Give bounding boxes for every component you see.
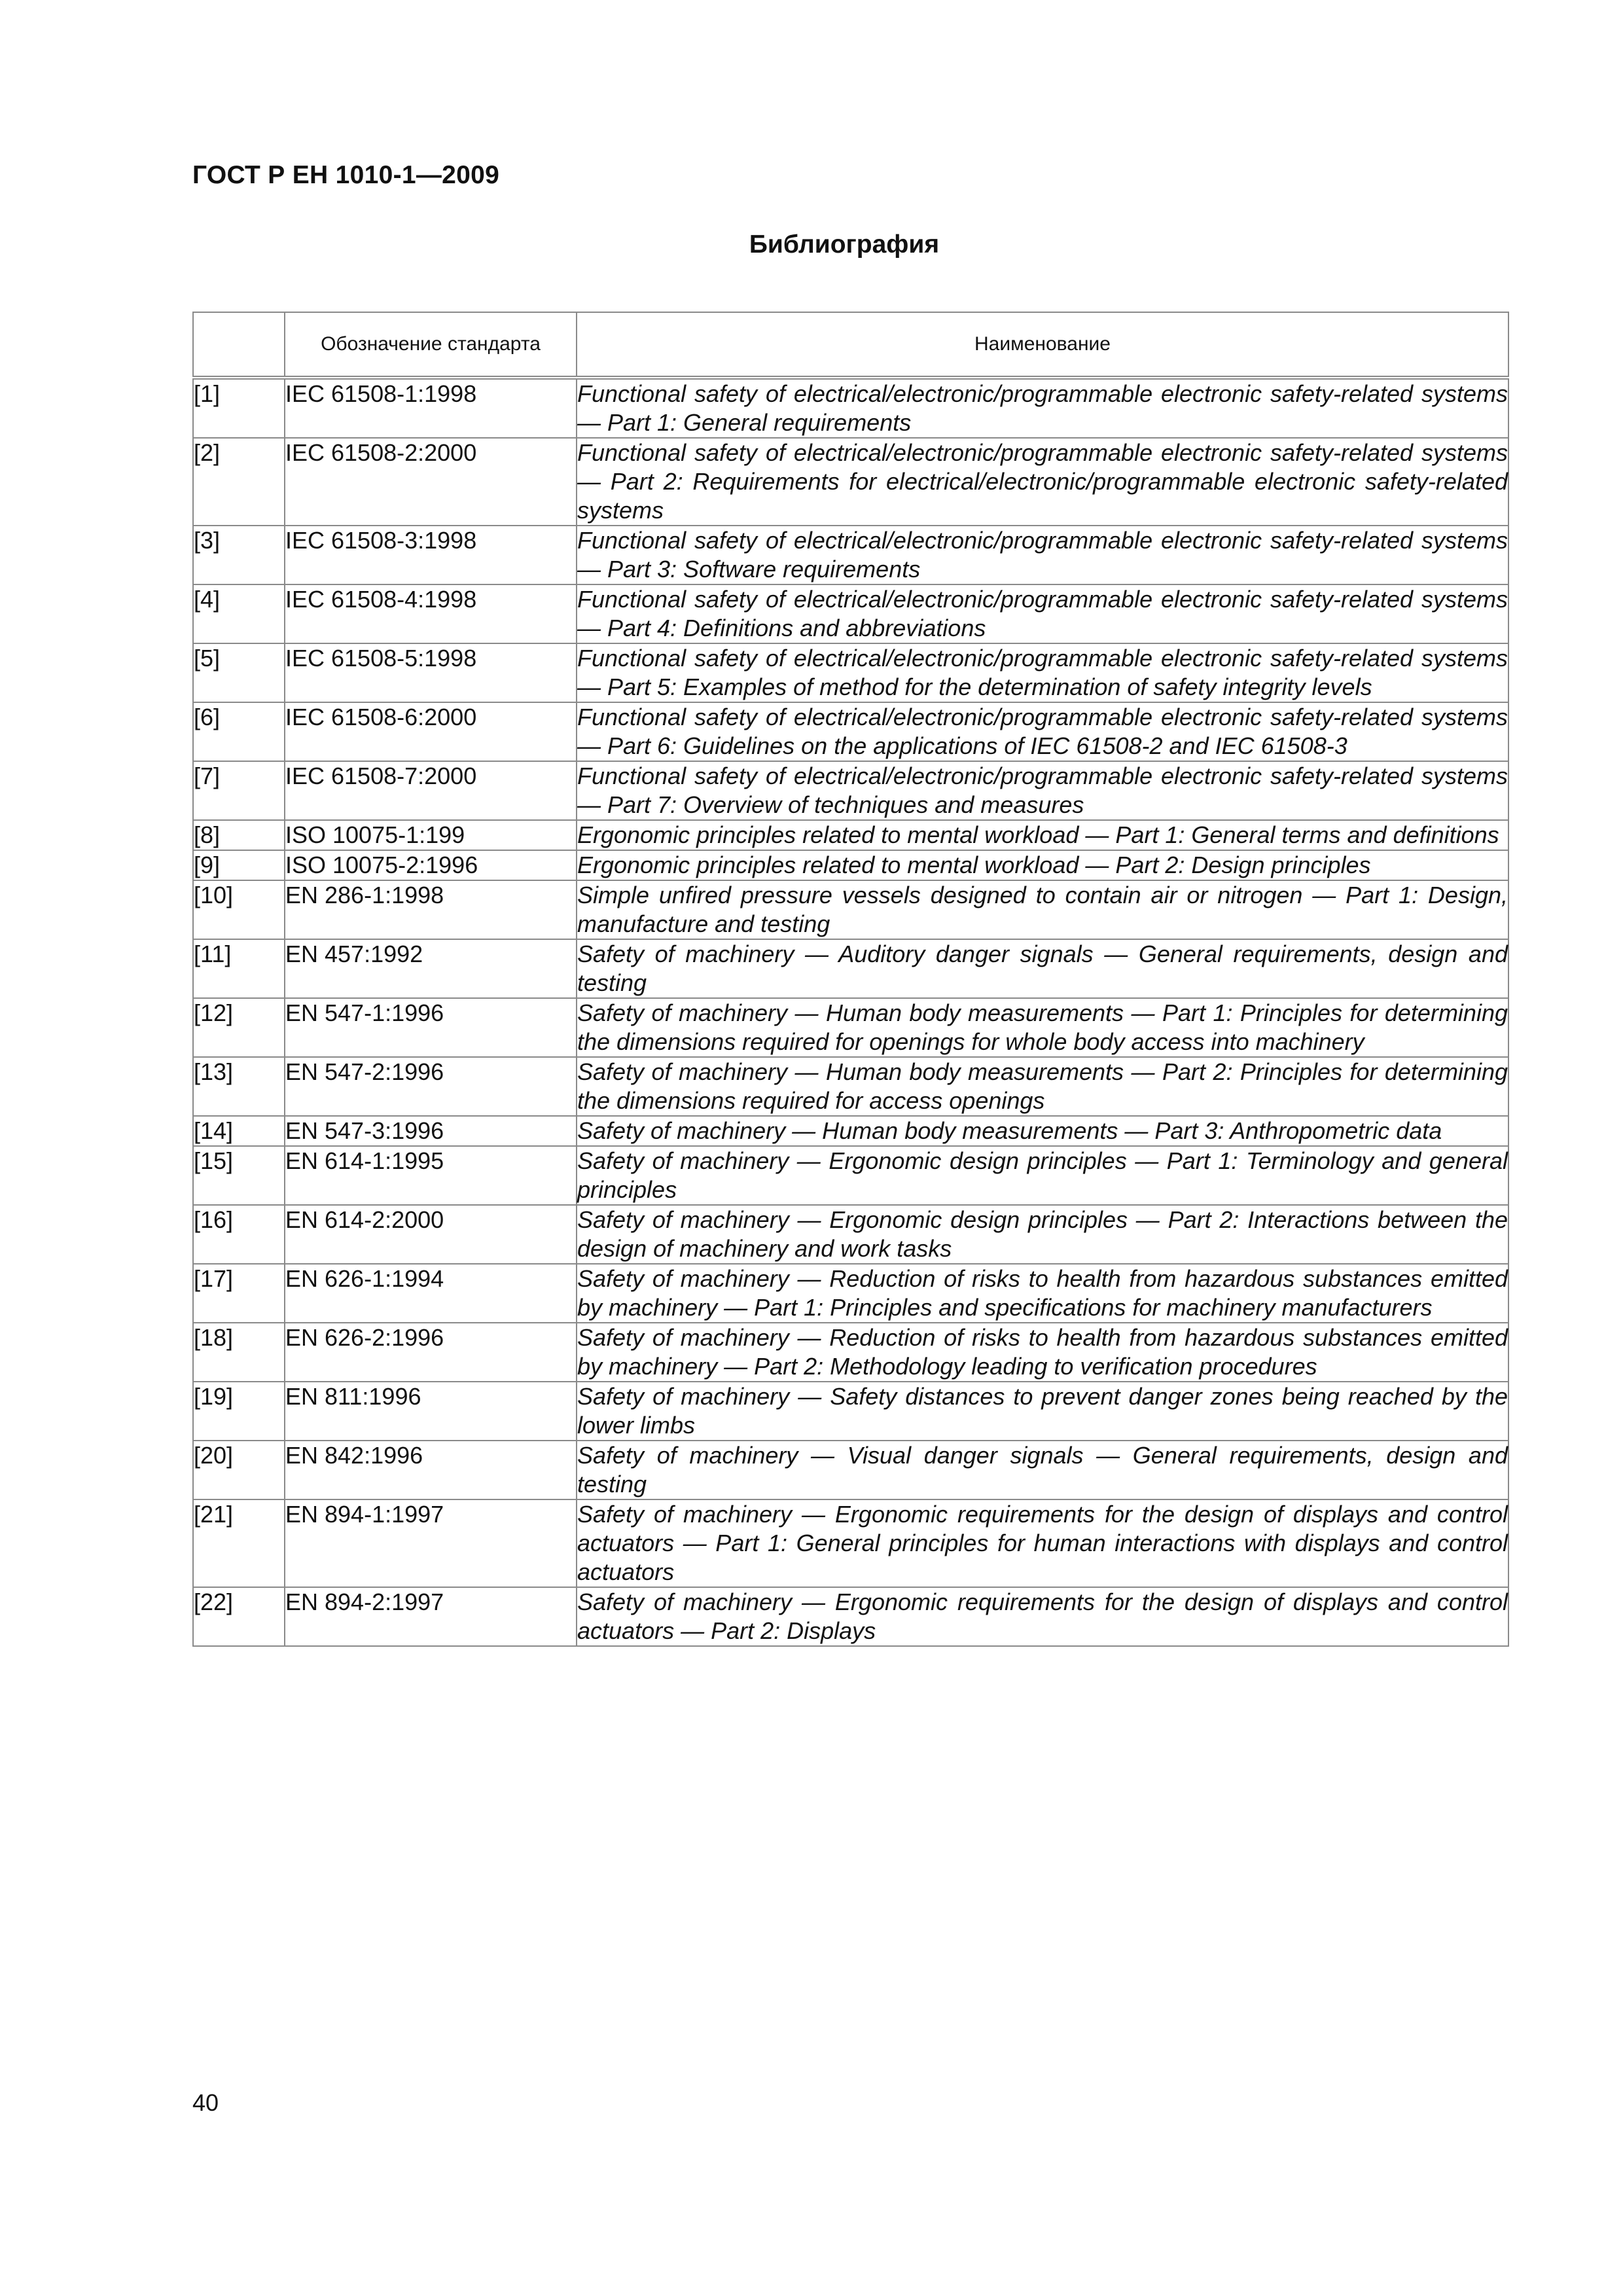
standard-code: IEC 61508-2:2000 [285,438,577,526]
standard-code: EN 842:1996 [285,1441,577,1499]
document-code: ГОСТ Р ЕН 1010-1—2009 [192,161,500,189]
row-number: [11] [193,939,285,998]
row-number: [1] [193,378,285,438]
table-row [193,850,1508,880]
standard-name: Safety of machinery — Visual danger signals — General requirements, design and testing [577,1441,1508,1499]
page-number: 40 [192,2089,219,2116]
table-row [193,526,1508,584]
standard-code: EN 457:1992 [285,939,577,998]
row-number: [22] [193,1587,285,1646]
standard-code: EN 894-1:1997 [285,1499,577,1587]
table-row [193,702,1508,761]
bibliography-table [192,312,1509,1647]
table-row [193,998,1508,1057]
standard-code: IEC 61508-7:2000 [285,761,577,820]
table-row [193,1146,1508,1205]
row-number: [4] [193,584,285,643]
standard-name: Safety of machinery — Human body measurements — Part 2: Principles for determining the dimensions required for access openings [577,1057,1508,1116]
table-row [193,1264,1508,1323]
standard-code: EN 547-2:1996 [285,1057,577,1116]
row-number: [8] [193,820,285,850]
table-row [193,939,1508,998]
row-number: [19] [193,1382,285,1441]
standard-name: Safety of machinery — Ergonomic requirements for the design of displays and control actuators — Part 1: General principles for human interactions with displays and control actuators [577,1499,1508,1587]
standard-code: IEC 61508-5:1998 [285,643,577,702]
table-row [193,438,1508,526]
standard-name: Safety of machinery — Safety distances to prevent danger zones being reached by the lower limbs [577,1382,1508,1441]
row-number: [5] [193,643,285,702]
table-header-row [193,312,1508,378]
table-row [193,1499,1508,1587]
standard-code: EN 614-2:2000 [285,1205,577,1264]
row-number: [6] [193,702,285,761]
standard-code: IEC 61508-3:1998 [285,526,577,584]
standard-code: ISO 10075-1:199 [285,820,577,850]
standard-name: Functional safety of electrical/electronic/programmable electronic safety-related systems — Part 1: General requirements [577,378,1508,438]
table-row [193,378,1508,438]
row-number: [9] [193,850,285,880]
standard-name: Ergonomic principles related to mental workload — Part 2: Design principles [577,850,1508,880]
standard-code: EN 894-2:1997 [285,1587,577,1646]
table-row [193,1116,1508,1146]
row-number: [7] [193,761,285,820]
row-number: [17] [193,1264,285,1323]
row-number: [10] [193,880,285,939]
header-num [193,312,285,378]
standard-code: IEC 61508-1:1998 [285,378,577,438]
standard-name: Ergonomic principles related to mental workload — Part 1: General terms and definitions [577,820,1508,850]
standard-code: EN 811:1996 [285,1382,577,1441]
standard-code: EN 614-1:1995 [285,1146,577,1205]
row-number: [20] [193,1441,285,1499]
header-name: Наименование [577,312,1508,378]
standard-code: ISO 10075-2:1996 [285,850,577,880]
standard-name: Safety of machinery — Human body measurements — Part 3: Anthropometric data [577,1116,1508,1146]
row-number: [16] [193,1205,285,1264]
standard-name: Safety of machinery — Human body measurements — Part 1: Principles for determining the dimensions required for openings for whole body access into machinery [577,998,1508,1057]
table-row [193,1382,1508,1441]
standard-code: EN 547-1:1996 [285,998,577,1057]
table-row [193,820,1508,850]
row-number: [2] [193,438,285,526]
standard-name: Functional safety of electrical/electronic/programmable electronic safety-related systems — Part 3: Software requirements [577,526,1508,584]
standard-code: IEC 61508-6:2000 [285,702,577,761]
table-row [193,880,1508,939]
standard-code: EN 626-1:1994 [285,1264,577,1323]
row-number: [21] [193,1499,285,1587]
table-row [193,1057,1508,1116]
standard-code: EN 626-2:1996 [285,1323,577,1382]
standard-name: Functional safety of electrical/electronic/programmable electronic safety-related systems — Part 6: Guidelines on the applications of IEC 61508-2 and IEC 61508-3 [577,702,1508,761]
standard-code: IEC 61508-4:1998 [285,584,577,643]
standard-name: Functional safety of electrical/electronic/programmable electronic safety-related systems — Part 4: Definitions and abbreviations [577,584,1508,643]
standard-name: Safety of machinery — Ergonomic design principles — Part 1: Terminology and general principles [577,1146,1508,1205]
table-row [193,643,1508,702]
table-body [193,378,1508,1646]
row-number: [14] [193,1116,285,1146]
standard-code: EN 547-3:1996 [285,1116,577,1146]
standard-code: EN 286-1:1998 [285,880,577,939]
standard-name: Safety of machinery — Reduction of risks to health from hazardous substances emitted by machinery — Part 1: Principles and specifications for machinery manufacturers [577,1264,1508,1323]
header-code: Обозначение стандарта [285,312,577,378]
table-row [193,1323,1508,1382]
table-row [193,761,1508,820]
table-row [193,1441,1508,1499]
standard-name: Safety of machinery — Ergonomic design principles — Part 2: Interactions between the design of machinery and work tasks [577,1205,1508,1264]
row-number: [12] [193,998,285,1057]
standard-name: Simple unfired pressure vessels designed to contain air or nitrogen — Part 1: Design, manufacture and testing [577,880,1508,939]
standard-name: Safety of machinery — Ergonomic requirements for the design of displays and control actuators — Part 2: Displays [577,1587,1508,1646]
standard-name: Safety of machinery — Reduction of risks to health from hazardous substances emitted by machinery — Part 2: Methodology leading to verification procedures [577,1323,1508,1382]
row-number: [13] [193,1057,285,1116]
row-number: [18] [193,1323,285,1382]
row-number: [15] [193,1146,285,1205]
row-number: [3] [193,526,285,584]
standard-name: Functional safety of electrical/electronic/programmable electronic safety-related systems — Part 2: Requirements for electrical/electronic/programmable electronic safety-related systems [577,438,1508,526]
table-row [193,1587,1508,1646]
standard-name: Safety of machinery — Auditory danger signals — General requirements, design and testing [577,939,1508,998]
table-row [193,584,1508,643]
standard-name: Functional safety of electrical/electronic/programmable electronic safety-related systems — Part 5: Examples of method for the determination of safety integrity levels [577,643,1508,702]
table-row [193,1205,1508,1264]
page-title: Библиография [749,230,940,259]
standard-name: Functional safety of electrical/electronic/programmable electronic safety-related systems — Part 7: Overview of techniques and measures [577,761,1508,820]
